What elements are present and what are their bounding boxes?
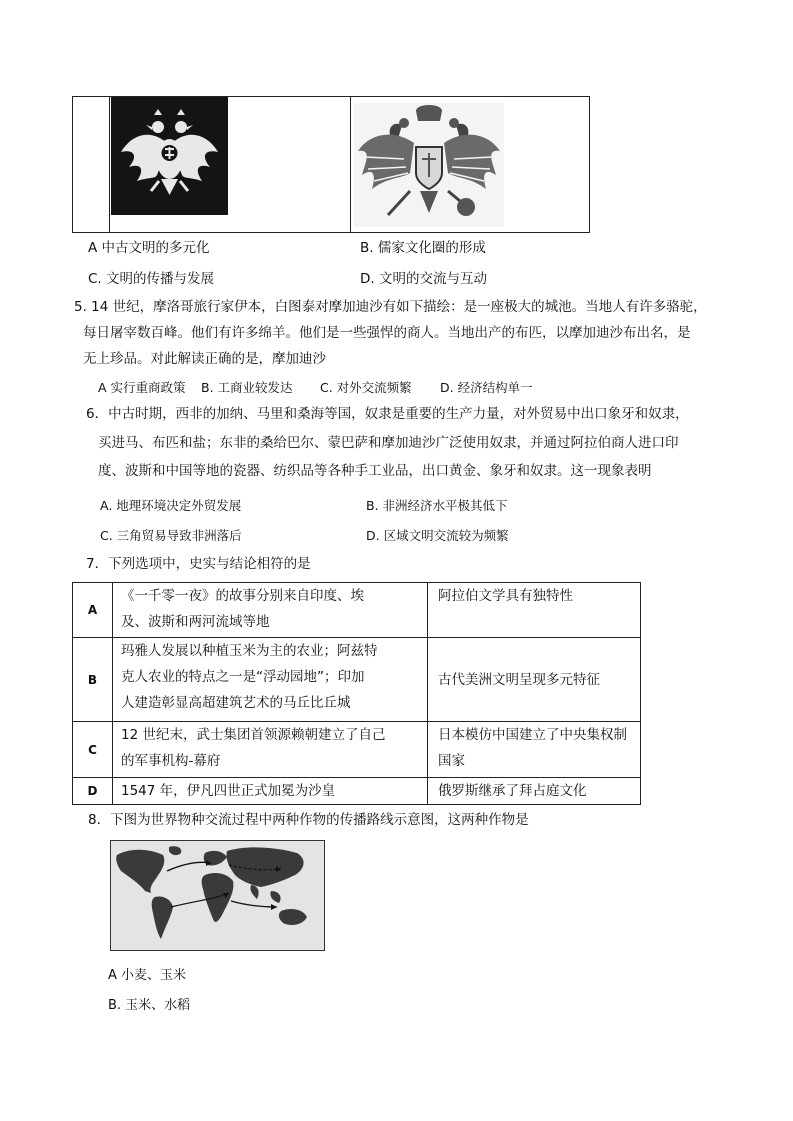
crop-spread-world-map [110, 840, 325, 951]
q7-row-b [73, 638, 641, 722]
q7-conclusion-line: 古代美洲文明呈现多元特征 [438, 671, 600, 688]
q7-row-d [73, 778, 641, 805]
q6-stem-line-3: 度、波斯和中国等地的瓷器、纺织品等各种手工业品，出口黄金、象牙和奴隶。这一现象表明 [98, 463, 652, 479]
q5-option-d[interactable]: D. 经济结构单一 [440, 380, 533, 395]
q5-stem-line-2: 每日屠宰数百峰。他们有许多绵羊。他们是一些强悍的商人。当地出产的布匹，以摩加迪沙布出名，是 [83, 325, 691, 341]
q7-row-a [73, 583, 641, 638]
q5-option-a[interactable]: A 实行重商政策 [98, 380, 186, 395]
q7-fact-cell [113, 778, 428, 805]
q7-fact-line: 的军事机构-幕府 [121, 753, 221, 769]
q7-fact-line: 人建造彰显高超建筑艺术的马丘比丘城 [121, 695, 351, 711]
q7-conclusion-line: 日本模仿中国建立了中央集权制 [438, 727, 627, 743]
q5-option-c[interactable]: C. 对外交流频繁 [320, 380, 412, 395]
q6-option-d[interactable]: D. 区域文明交流较为频繁 [366, 528, 509, 543]
q4-image-cell-russian [351, 97, 589, 232]
q7-fact-line: 12 世纪末，武士集团首领源赖朝建立了自己 [121, 727, 386, 743]
q7-conclusion-cell [428, 722, 641, 778]
q7-fact-cell [113, 722, 428, 778]
q4-option-a[interactable]: A 中古文明的多元化 [88, 240, 210, 256]
q5-option-b[interactable]: B. 工商业较发达 [201, 380, 293, 395]
q7-fact-cell [113, 583, 428, 638]
q7-conclusion-cell [428, 638, 641, 722]
q7-row-letter[interactable]: A [73, 583, 113, 638]
q7-fact-cell [113, 638, 428, 722]
q7-conclusion-line: 俄罗斯继承了拜占庭文化 [438, 783, 587, 799]
byzantine-double-headed-eagle-image [111, 97, 228, 215]
q6-option-a[interactable]: A. 地理环境决定外贸发展 [100, 498, 242, 513]
q7-fact-line: 1547 年，伊凡四世正式加冕为沙皇 [121, 783, 336, 799]
q4-option-d[interactable]: D. 文明的交流与互动 [360, 271, 487, 287]
q4-option-c[interactable]: C. 文明的传播与发展 [88, 271, 215, 287]
q4-image-table [72, 96, 590, 233]
q8-option-a[interactable]: A 小麦、玉米 [108, 968, 187, 983]
q5-stem-line-1: 5. 14 世纪，摩洛哥旅行家伊本，白图泰对摩加迪沙有如下描绘：是一座极大的城池。当地人有许多骆驼， [74, 299, 707, 315]
q7-fact-line: 克人农业的特点之一是“浮动园地”；印加 [121, 669, 365, 685]
q7-fact-line: 及、波斯和两河流域等地 [121, 614, 270, 630]
q7-table [72, 582, 641, 805]
q7-row-letter[interactable]: B [73, 638, 113, 722]
q6-stem-line-1: 6．中古时期，西非的加纳、马里和桑海等国，奴隶是重要的生产力量，对外贸易中出口象牙和奴隶， [86, 406, 689, 422]
q7-row-letter[interactable]: D [73, 778, 113, 805]
q4-image-cell-byzantine [109, 97, 351, 232]
q8-option-b[interactable]: B. 玉米、水稻 [108, 998, 191, 1013]
q7-fact-line: 玛雅人发展以种植玉米为主的农业；阿兹特 [121, 643, 378, 659]
q7-stem: 7．下列选项中，史实与结论相符的是 [86, 556, 311, 572]
q5-stem-line-3: 无上珍品。对此解读正确的是，摩加迪沙 [83, 351, 326, 367]
q6-stem-line-2: 买进马、布匹和盐；东非的桑给巴尔、蒙巴萨和摩加迪沙广泛使用奴隶，并通过阿拉伯商人进口印 [98, 435, 679, 451]
q4-option-b[interactable]: B. 儒家文化圈的形成 [360, 240, 486, 256]
q7-row-c [73, 722, 641, 778]
q7-fact-line: 《一千零一夜》的故事分别来自印度、埃 [121, 588, 364, 604]
q8-stem: 8．下图为世界物种交流过程中两种作物的传播路线示意图，这两种作物是 [88, 812, 529, 828]
russian-coat-of-arms-image [354, 103, 504, 227]
q6-option-c[interactable]: C. 三角贸易导致非洲落后 [100, 528, 242, 543]
q7-conclusion-line: 国家 [438, 753, 465, 769]
q7-conclusion-cell [428, 583, 641, 638]
q7-conclusion-cell [428, 778, 641, 805]
q6-option-b[interactable]: B. 非洲经济水平极其低下 [366, 498, 508, 513]
q7-row-letter[interactable]: C [73, 722, 113, 778]
q7-conclusion-line: 阿拉伯文学具有独特性 [438, 588, 573, 604]
